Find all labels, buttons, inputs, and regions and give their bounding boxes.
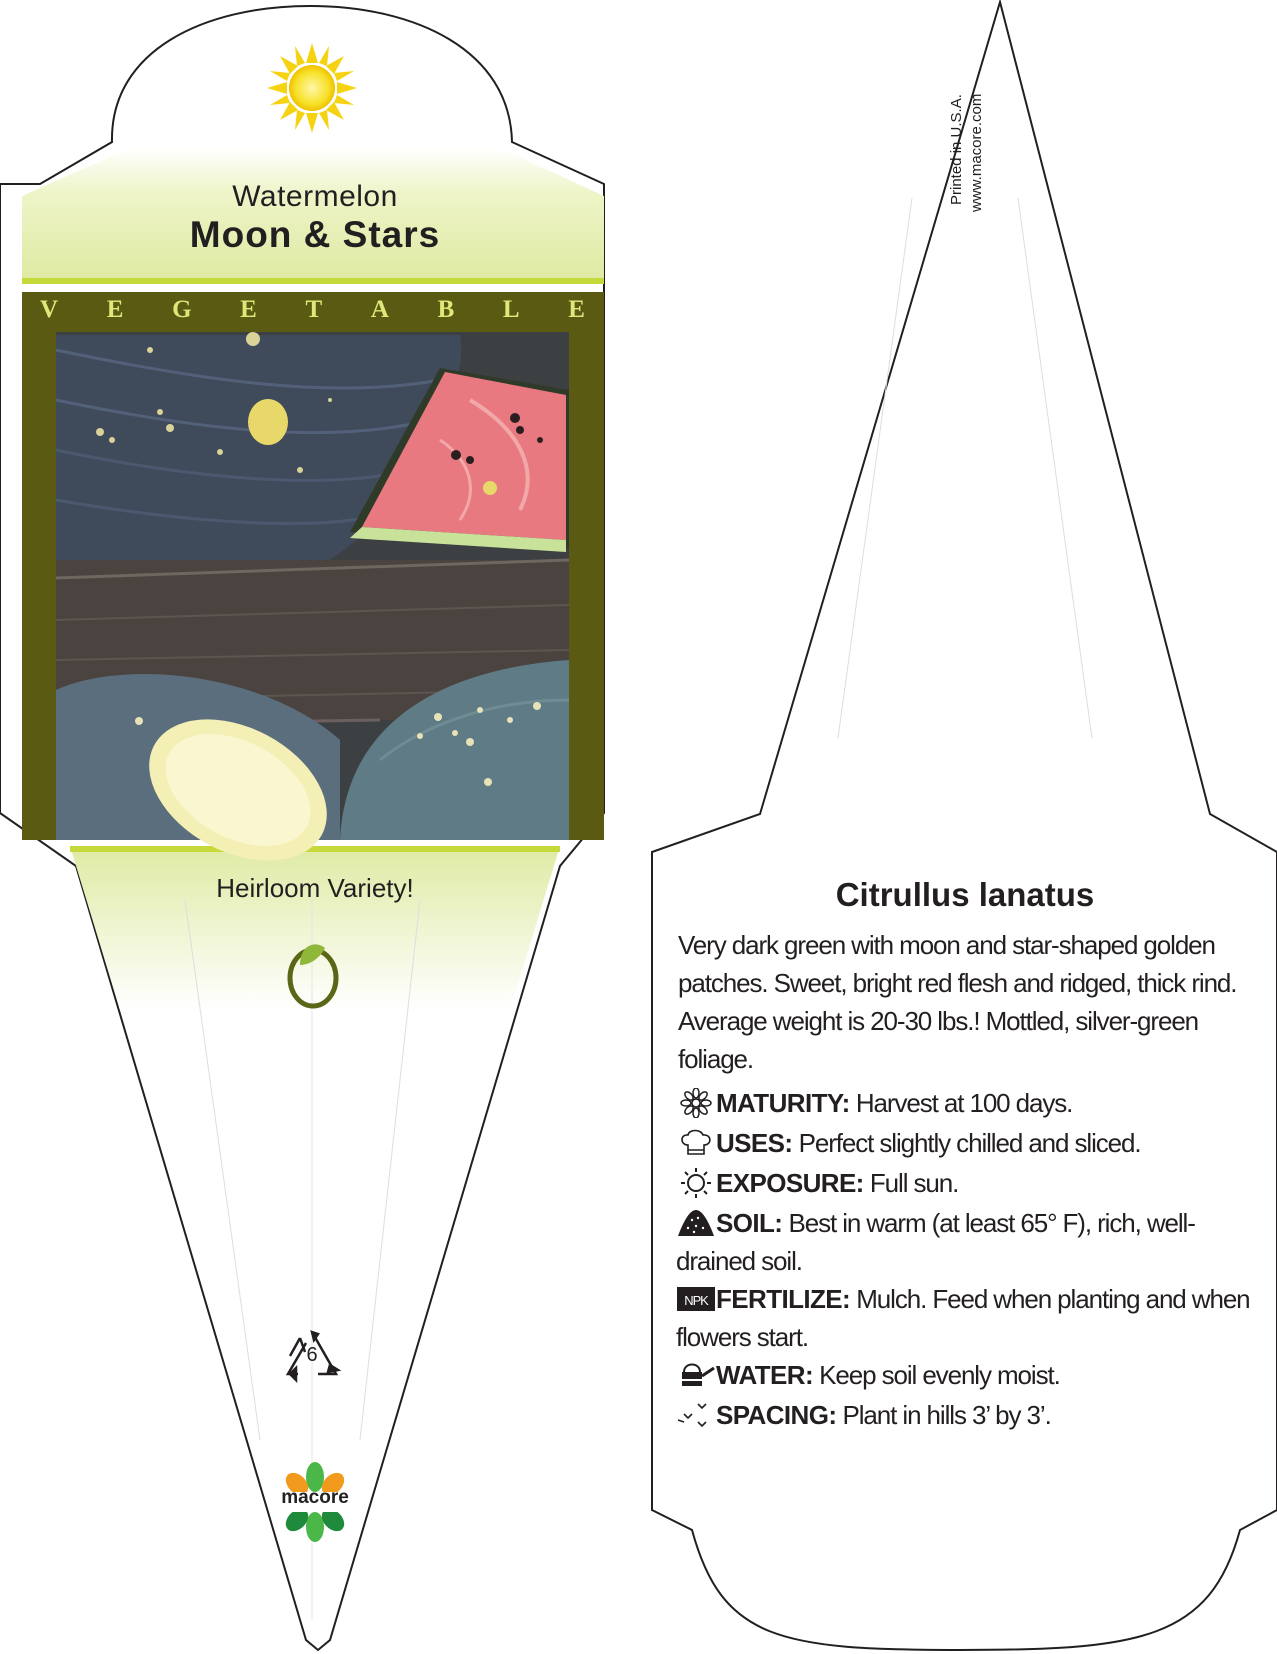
sun-icon <box>267 43 357 133</box>
sun-icon <box>676 1168 716 1198</box>
care-exposure: EXPOSURE: Full sun. <box>676 1164 1266 1202</box>
category-letter: E <box>240 296 257 323</box>
category-letter: B <box>437 296 455 323</box>
care-spacing: SPACING: Plant in hills 3’ by 3’. <box>676 1396 1266 1434</box>
watermelon-photo <box>56 332 569 889</box>
flower-icon <box>676 1088 716 1118</box>
lower-rule <box>70 846 560 852</box>
description: Very dark green with moon and star-shaped golden patches. Sweet, bright red flesh and ridged, thick rind. Average weight is 20-30 lbs.! Mottled, silver-green foliage. <box>678 930 1237 1074</box>
brand-name: macore <box>281 1487 349 1508</box>
soil-pile-icon <box>676 1208 716 1238</box>
category-letter: E <box>106 296 124 323</box>
care-soil: SOIL: Best in warm (at least 65° F), rich, well-drained soil. <box>676 1208 1195 1276</box>
category-letter: G <box>172 296 192 323</box>
care-uses: USES: Perfect slightly chilled and sliced. <box>676 1124 1266 1162</box>
category-letter: L <box>502 296 520 323</box>
care-water: WATER: Keep soil evenly moist. <box>676 1356 1266 1394</box>
lower-panel <box>70 846 560 1010</box>
header-rule <box>22 278 604 284</box>
variety-name: Moon & Stars <box>189 214 441 255</box>
website: www.macore.com <box>968 93 985 212</box>
recycle-code: 6 <box>306 1344 318 1366</box>
product-type: Watermelon <box>232 180 398 213</box>
care-fertilize: NPK FERTILIZE: Mulch. Feed when planting and when flowers start. <box>676 1284 1250 1352</box>
category-letter: T <box>305 296 323 323</box>
seedlings-icon <box>676 1400 716 1430</box>
category-letter: V <box>40 296 59 323</box>
npk-icon <box>676 1284 716 1314</box>
botanical-name: Citrullus lanatus <box>835 876 1095 913</box>
category-letter: A <box>370 296 389 323</box>
tagline: Heirloom Variety! <box>216 873 414 903</box>
category-label <box>40 296 585 324</box>
watering-can-icon <box>676 1360 716 1390</box>
chef-hat-icon <box>676 1128 716 1158</box>
printed-in: Printed in U.S.A. <box>948 94 965 205</box>
svg-text:NPK: NPK <box>684 1293 708 1308</box>
care-maturity: MATURITY: Harvest at 100 days. <box>676 1084 1266 1122</box>
category-letter: E <box>568 296 585 323</box>
